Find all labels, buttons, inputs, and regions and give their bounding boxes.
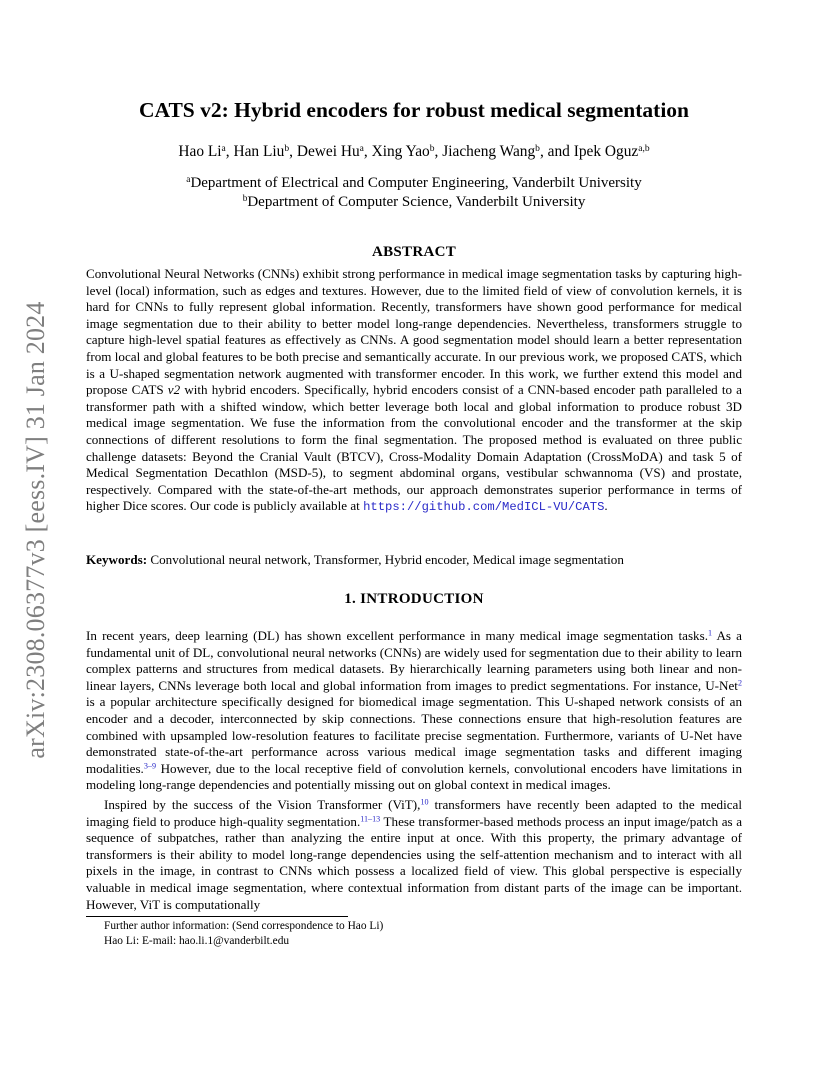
introduction-paragraph: In recent years, deep learning (DL) has shown excellent performance in many medical image segmentation tasks.$^1$ As a fundamental unit of DL, convolutional neural networks (CNNs) are widely used for segmentation due to their ability to learn complex patterns and structures from medical datasets. By hierarchically learning parameters using both linear and non-linear layers, CNNs leverage both local and global information from images to predict segmentations. For instance, U-Net$^2$ is a popular architecture specifically designed for biomedical image segmentation. This U-shaped network consists of an encoder and a decoder, interconnected by skip connections. These connections ensure that high-resolution features are combined with upsampled low-resolution features to facilitate precise segmentation. Furthermore, variants of U-Net have demonstrated state-of-the-art performance across various medical image segmentation tasks and different imaging modalities.$^{3-9}$ However, due to the local receptive field of convolution kernels, convolutional encoders have limitations in modeling long-range dependencies and potentially missing out on global context in medical images. [86, 628, 742, 793]
citation-link[interactable]: 2 [737, 678, 742, 688]
code-repository-link[interactable]: https://github.com/MedICL-VU/CATS [363, 500, 605, 515]
introduction-heading: 1. INTRODUCTION [344, 591, 484, 607]
author: Han Liu$^b$, [233, 142, 297, 160]
author: Dewei Hu$^a$, [296, 142, 372, 160]
keywords [86, 551, 742, 568]
author: Hao Li$^a$, [178, 142, 234, 160]
introduction-paragraph: Inspired by the success of the Vision Transformer (ViT),$^{10}$ transformers have recently been adapted to the medical imaging field to produce high-quality segmentation.$^{11-13}$ These transformer-based methods process an input image/patch as a sequence of subpatches, rather than analyzing the entire input at once. With this property, the primary advantage of transformers is their ability to model long-range dependencies using the self-attention mechanism and to interact with all pixels in the image, in contrast to CNNs which possess a localized field of view. This global perspective is especially valuable in medical image segmentation, where contextual information from distant parts of the image can be important. However, ViT is computationally [86, 797, 743, 912]
arxiv-identifier-text: arXiv:2308.06377v3 [eess.IV] 31 Jan 2024 [21, 301, 50, 759]
citation-link[interactable]: 11–13 [360, 814, 381, 824]
citation-link[interactable]: 3–9 [143, 761, 156, 771]
footnote-divider [86, 916, 348, 917]
footnote-email: Hao Li: E-mail: hao.li.1@vanderbilt.edu [104, 935, 290, 947]
footnote-correspondence: Further author information: (Send correspondence to Hao Li) [104, 920, 384, 932]
author: Ipek Oguz$^{a,b}$ [573, 142, 650, 160]
affiliation-a: $^a$Department of Electrical and Computer Engineering, Vanderbilt University [186, 174, 642, 191]
paper-title: CATS v2: Hybrid encoders for robust medical segmentation [138, 98, 690, 122]
affiliation-b: $^b$Department of Computer Science, Vanderbilt University [242, 193, 586, 210]
citation-link[interactable]: 10 [420, 797, 429, 807]
keywords-label: Keywords: [86, 552, 148, 567]
author-list [86, 141, 742, 163]
abstract-heading: ABSTRACT [371, 244, 457, 260]
citation-link[interactable]: 1 [707, 628, 713, 638]
author: Xing Yao$^b$, [371, 142, 443, 160]
author: Jiacheng Wang$^b$, and [442, 142, 574, 160]
abstract-text: Convolutional Neural Networks (CNNs) exhibit strong performance in medical image segmentation tasks by capturing high-level (local) information, such as edges and textures. However, due to the limited field of view of convolution kernels, it is hard for CNNs to fully represent global information. Recently, transformers have shown good performance for medical image segmentation due to their ability to better model long-range dependencies. Nevertheless, transformers struggle to capture high-level spatial features as effectively as CNNs. A good segmentation model should learn a better representation from local and global features to be both precise and semantically accurate. In our previous work, we proposed CATS, which is a U-shaped segmentation network augmented with transformer encoder. In this work, we further extend this model and propose CATS v2 with hybrid encoders. Specifically, hybrid encoders consist of a CNN-based encoder path paralleled to a transformer path with a shifted window, which better leverage both local and global information to produce robust 3D medical image segmentation. We fuse the information from the convolutional encoder and the transformer at the skip connections of different resolutions to form the final segmentation. The proposed method is evaluated on three public challenge datasets: Beyond the Cranial Vault (BTCV), Cross-Modality Domain Adaptation (CrossMoDA) and task 5 of Medical Segmentation Decathlon (MSD-5), to segment abdominal organs, vestibular schwannoma (VS) and prostate, respectively. Compared with the state-of-the-art methods, our approach demonstrates superior performance in terms of higher Dice scores. Our code is publicly available at https://github.com/MedICL-VU/CATS. [86, 266, 742, 515]
keywords-text: Convolutional neural network, Transformer, Hybrid encoder, Medical image segmentation [147, 552, 624, 567]
